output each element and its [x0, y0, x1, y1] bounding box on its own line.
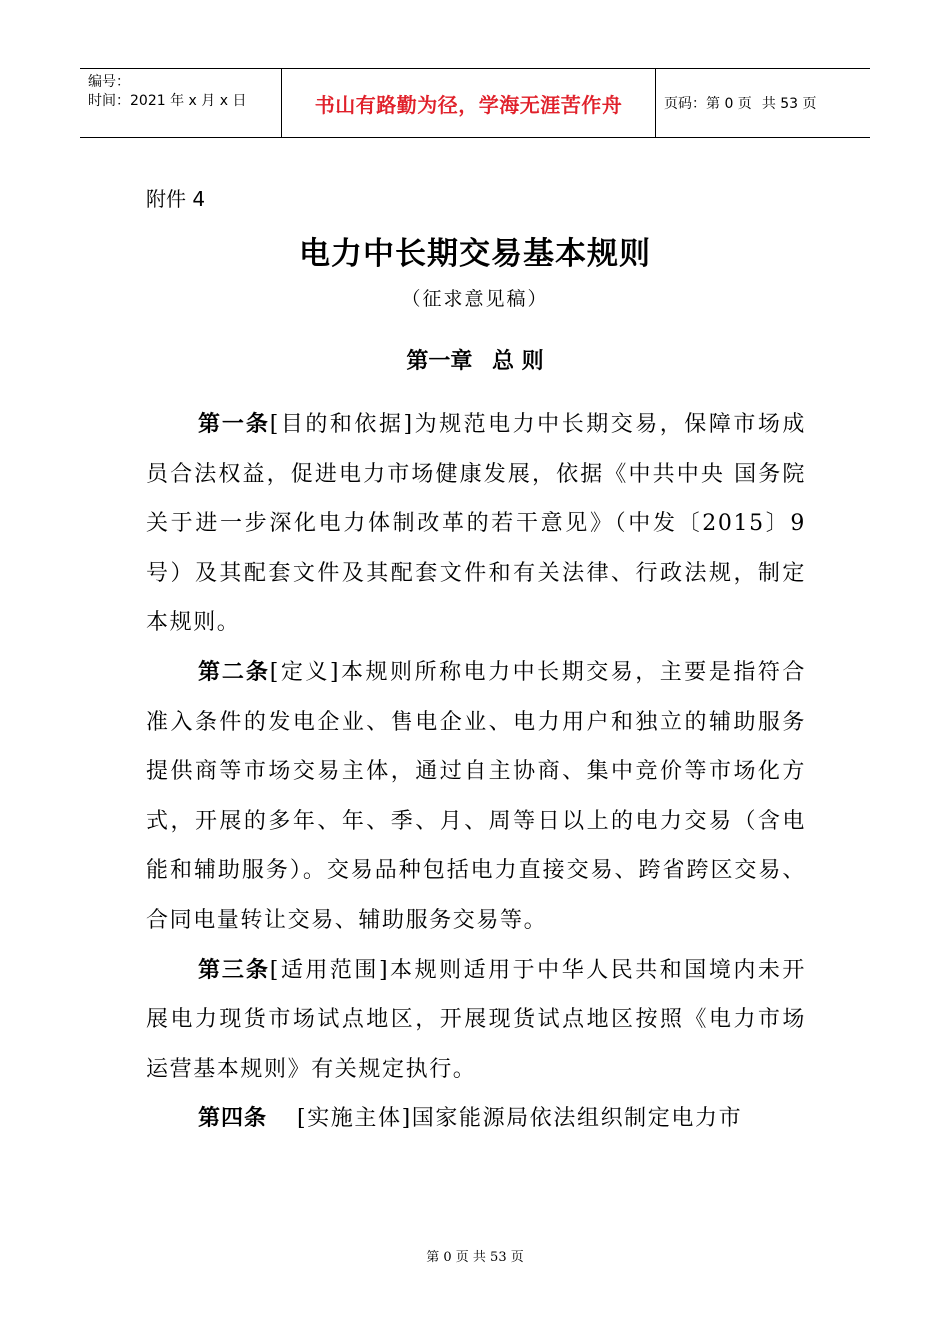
article-paragraph	[146, 946, 806, 1095]
header-page-number: 页码：第 0 页	[664, 96, 752, 112]
document-title: 电力中长期交易基本规则	[299, 236, 651, 272]
article-text: [目的和依据]为规范电力中长期交易，保障市场成员合法权益，促进电力市场健康发展，依据《中共中央 国务院关于进一步深化电力体制改革的若干意见》（中发〔2015〕9号）及其配套文件及其配套文件和有关法律、行政法规，制定本规则。	[146, 412, 806, 636]
article-paragraph	[146, 400, 806, 648]
article-label: 第四条	[198, 1106, 268, 1132]
number-label: 编号：	[88, 74, 130, 90]
header-page-total: 共 53 页	[761, 96, 817, 112]
article-text: [实施主体]国家能源局依法组织制定电力市	[297, 1106, 743, 1132]
time-label: 时间：2021 年 x 月 x 日	[88, 93, 247, 109]
chapter-heading	[0, 344, 950, 375]
attachment-label: 附件 4	[146, 187, 206, 211]
header-meta	[80, 69, 282, 137]
header-motto: 书山有路勤为径，学海无涯苦作舟	[282, 69, 656, 137]
document-subtitle: （征求意见稿）	[401, 288, 549, 310]
article-label: 第三条	[198, 957, 270, 983]
article-text: [适用范围]本规则适用于中华人民共和国境内未开展电力现货市场试点地区，开展现货试点地区按照《电力市场运营基本规则》有关规定执行。	[146, 957, 806, 1082]
document-header	[80, 68, 870, 138]
article-label: 第二条	[198, 659, 270, 685]
chapter-number: 第一章	[406, 349, 473, 374]
page-footer: 第 0 页 共 53 页	[426, 1250, 524, 1265]
chapter-title: 总 则	[492, 349, 544, 374]
article-label: 第一条	[198, 412, 270, 437]
document-body	[146, 400, 806, 1144]
article-paragraph	[146, 1094, 806, 1144]
article-paragraph	[146, 648, 806, 946]
article-text: [定义]本规则所称电力中长期交易，主要是指符合准入条件的发电企业、售电企业、电力用户和独立的辅助服务提供商等市场交易主体，通过自主协商、集中竞价等市场化方式，开展的多年、年、季、月、周等日以上的电力交易（含电能和辅助服务）。交易品种包括电力直接交易、跨省跨区交易、合同电量转让交易、辅助服务交易等。	[146, 659, 806, 933]
header-page-info	[656, 69, 870, 137]
